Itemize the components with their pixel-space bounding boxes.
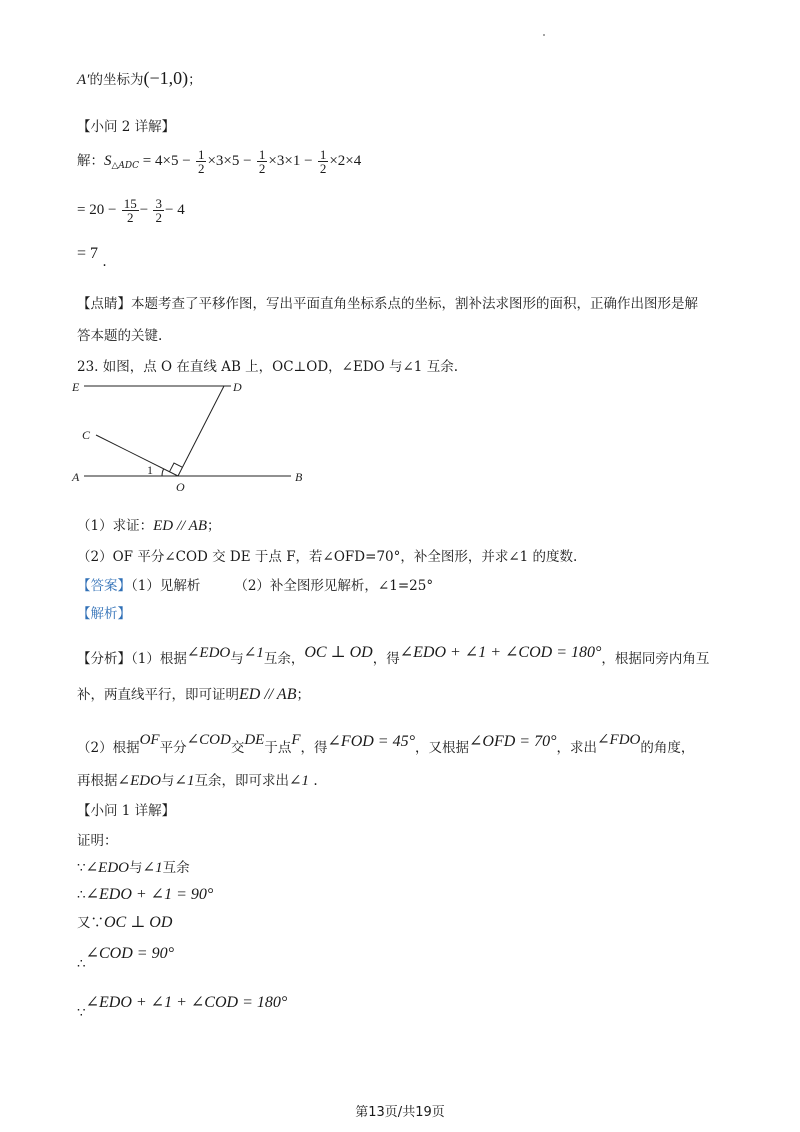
text: 解： bbox=[77, 153, 104, 169]
area-equation-2 bbox=[77, 197, 185, 224]
comment-line-2: 答本题的关键. bbox=[77, 328, 163, 344]
math: ∠FOD = 45° bbox=[327, 733, 415, 750]
fraction bbox=[257, 148, 268, 175]
math: OF bbox=[139, 732, 160, 748]
text: 互余，即可求出 bbox=[194, 773, 289, 789]
analysis-line-4 bbox=[77, 771, 318, 791]
text: ∵ bbox=[77, 1005, 86, 1021]
text: ∴ bbox=[77, 956, 86, 972]
ray-oc bbox=[96, 435, 178, 476]
question-2: （2）OF 平分∠COD 交 DE 于点 F，若∠OFD=70°，补全图形，并求∠1 的度数. bbox=[77, 549, 578, 565]
text: 互余， bbox=[263, 651, 305, 667]
question-1 bbox=[77, 516, 220, 536]
problem-23-statement: 23. 如图，点 O 在直线 AB 上，OC⊥OD，∠EDO 与∠1 互余. bbox=[77, 359, 458, 375]
math: ED // AB bbox=[239, 686, 297, 703]
math: OC ⊥ OD bbox=[104, 914, 173, 931]
denominator: 2 bbox=[258, 161, 266, 176]
fraction bbox=[318, 148, 329, 175]
denominator: 2 bbox=[319, 161, 327, 176]
text: （2）补全图形见解析，∠1=25° bbox=[234, 578, 434, 594]
math: S bbox=[104, 153, 112, 169]
math: ∠FDO bbox=[596, 732, 641, 748]
text: 交 bbox=[230, 740, 245, 756]
denominator: 2 bbox=[155, 210, 162, 225]
area-equation-1 bbox=[77, 148, 361, 176]
fraction bbox=[122, 197, 139, 224]
label-b: B bbox=[295, 470, 303, 484]
analysis-line-1 bbox=[77, 643, 709, 669]
math: ∠1 bbox=[142, 860, 163, 876]
fraction bbox=[153, 197, 164, 224]
text: . bbox=[98, 254, 107, 270]
text: （1）见解析 bbox=[131, 578, 201, 594]
text: 与 bbox=[160, 773, 175, 789]
text: ； bbox=[296, 687, 310, 703]
text: ∵ bbox=[77, 860, 86, 876]
section-heading-q1: 【小问 1 详解】 bbox=[77, 803, 176, 819]
math: ∠1 bbox=[243, 645, 264, 661]
text: ，又根据 bbox=[415, 740, 469, 756]
math: OC ⊥ OD bbox=[304, 644, 373, 661]
fraction bbox=[196, 148, 207, 175]
page-number: 第13页/共19页 bbox=[355, 1105, 445, 1120]
text: 与 bbox=[129, 860, 143, 876]
text: 【分析】（1）根据 bbox=[77, 651, 187, 667]
denominator: 2 bbox=[197, 161, 205, 176]
numerator: 15 bbox=[123, 196, 137, 211]
math: ED // AB bbox=[153, 518, 207, 534]
math: ∠COD bbox=[186, 732, 231, 748]
proof-heading: 证明： bbox=[77, 833, 118, 849]
label-e: E bbox=[72, 380, 80, 394]
text: 于点 bbox=[264, 740, 292, 756]
math: ×3×5 − bbox=[207, 153, 252, 169]
label-angle-1: 1 bbox=[147, 463, 153, 477]
math: ∠COD = 90° bbox=[85, 945, 174, 962]
label-c: C bbox=[82, 428, 91, 442]
math: F bbox=[291, 732, 301, 748]
text: ，求出 bbox=[556, 740, 597, 756]
text: 补，两直线平行，即可证明 bbox=[77, 687, 239, 703]
numerator: 1 bbox=[197, 147, 205, 162]
math: ∠EDO + ∠1 = 90° bbox=[85, 886, 214, 903]
proof-line-3 bbox=[77, 913, 172, 933]
math: ∠EDO + ∠1 + ∠COD = 180° bbox=[85, 994, 288, 1011]
text: （2）根据 bbox=[77, 740, 140, 756]
comment-line-1: 【点睛】本题考查了平移作图，写出平面直角坐标系点的坐标，割补法求图形的面积，正确作出图形是解 bbox=[77, 296, 698, 312]
text: ，根据同旁内角互 bbox=[601, 651, 710, 667]
math: ∠EDO + ∠1 + ∠COD = 180° bbox=[399, 644, 602, 661]
proof-line-5 bbox=[77, 993, 287, 1023]
point-a-prime: A′ bbox=[77, 72, 90, 88]
proof-line-1 bbox=[77, 858, 190, 878]
text: ； bbox=[188, 72, 202, 88]
text: 再根据 bbox=[77, 773, 118, 789]
math: − 4 bbox=[164, 202, 185, 218]
text: ，得 bbox=[300, 740, 328, 756]
numerator: 1 bbox=[258, 147, 266, 162]
text: . bbox=[309, 773, 318, 789]
proof-line-4 bbox=[77, 944, 174, 974]
line-coordinate-result bbox=[77, 68, 202, 90]
text: 与 bbox=[230, 651, 244, 667]
proof-line-2 bbox=[77, 885, 213, 905]
area-result bbox=[77, 244, 107, 272]
denominator: 2 bbox=[126, 210, 134, 225]
text: 的坐标为 bbox=[89, 72, 144, 88]
label-o: O bbox=[176, 480, 185, 494]
math: ∠1 bbox=[288, 773, 310, 789]
geometry-figure bbox=[66, 375, 316, 495]
text: ，得 bbox=[372, 651, 400, 667]
math: ∠EDO bbox=[186, 645, 231, 661]
math: ∠EDO bbox=[85, 860, 129, 876]
numerator: 1 bbox=[319, 147, 327, 162]
scan-dot bbox=[543, 34, 545, 36]
math: ∠OFD = 70° bbox=[469, 733, 557, 750]
math: ∠1 bbox=[174, 773, 195, 789]
numerator: 3 bbox=[155, 196, 162, 211]
analysis-line-2 bbox=[77, 685, 310, 705]
text: ∴ bbox=[77, 887, 86, 903]
text: 的角度， bbox=[640, 740, 695, 756]
math: ×3×1 − bbox=[268, 153, 313, 169]
analysis-line-3 bbox=[77, 730, 694, 758]
text: 互余 bbox=[162, 860, 190, 876]
answer-tag: 【答案】 bbox=[77, 578, 131, 594]
label-a: A bbox=[72, 470, 80, 484]
angle-1-arc bbox=[162, 469, 164, 476]
math: − bbox=[139, 202, 149, 218]
analysis-tag: 【解析】 bbox=[77, 606, 131, 622]
section-heading-q2: 【小问 2 详解】 bbox=[77, 119, 176, 135]
math: ×2×4 bbox=[329, 153, 362, 169]
label-d: D bbox=[233, 380, 242, 394]
text: 平分 bbox=[159, 740, 187, 756]
ray-od bbox=[178, 386, 224, 476]
coordinate-value: (−1,0) bbox=[143, 68, 189, 88]
text: ； bbox=[206, 518, 221, 534]
math: = 20 − bbox=[77, 202, 117, 218]
subscript: △ADC bbox=[111, 161, 140, 171]
math: DE bbox=[244, 732, 265, 748]
math: ∠EDO bbox=[117, 773, 161, 789]
answer-line bbox=[77, 576, 433, 596]
math: = 4×5 − bbox=[139, 153, 191, 169]
text: （1）求证： bbox=[77, 518, 154, 534]
text: 又∵ bbox=[77, 915, 104, 931]
math: = 7 bbox=[77, 245, 99, 262]
